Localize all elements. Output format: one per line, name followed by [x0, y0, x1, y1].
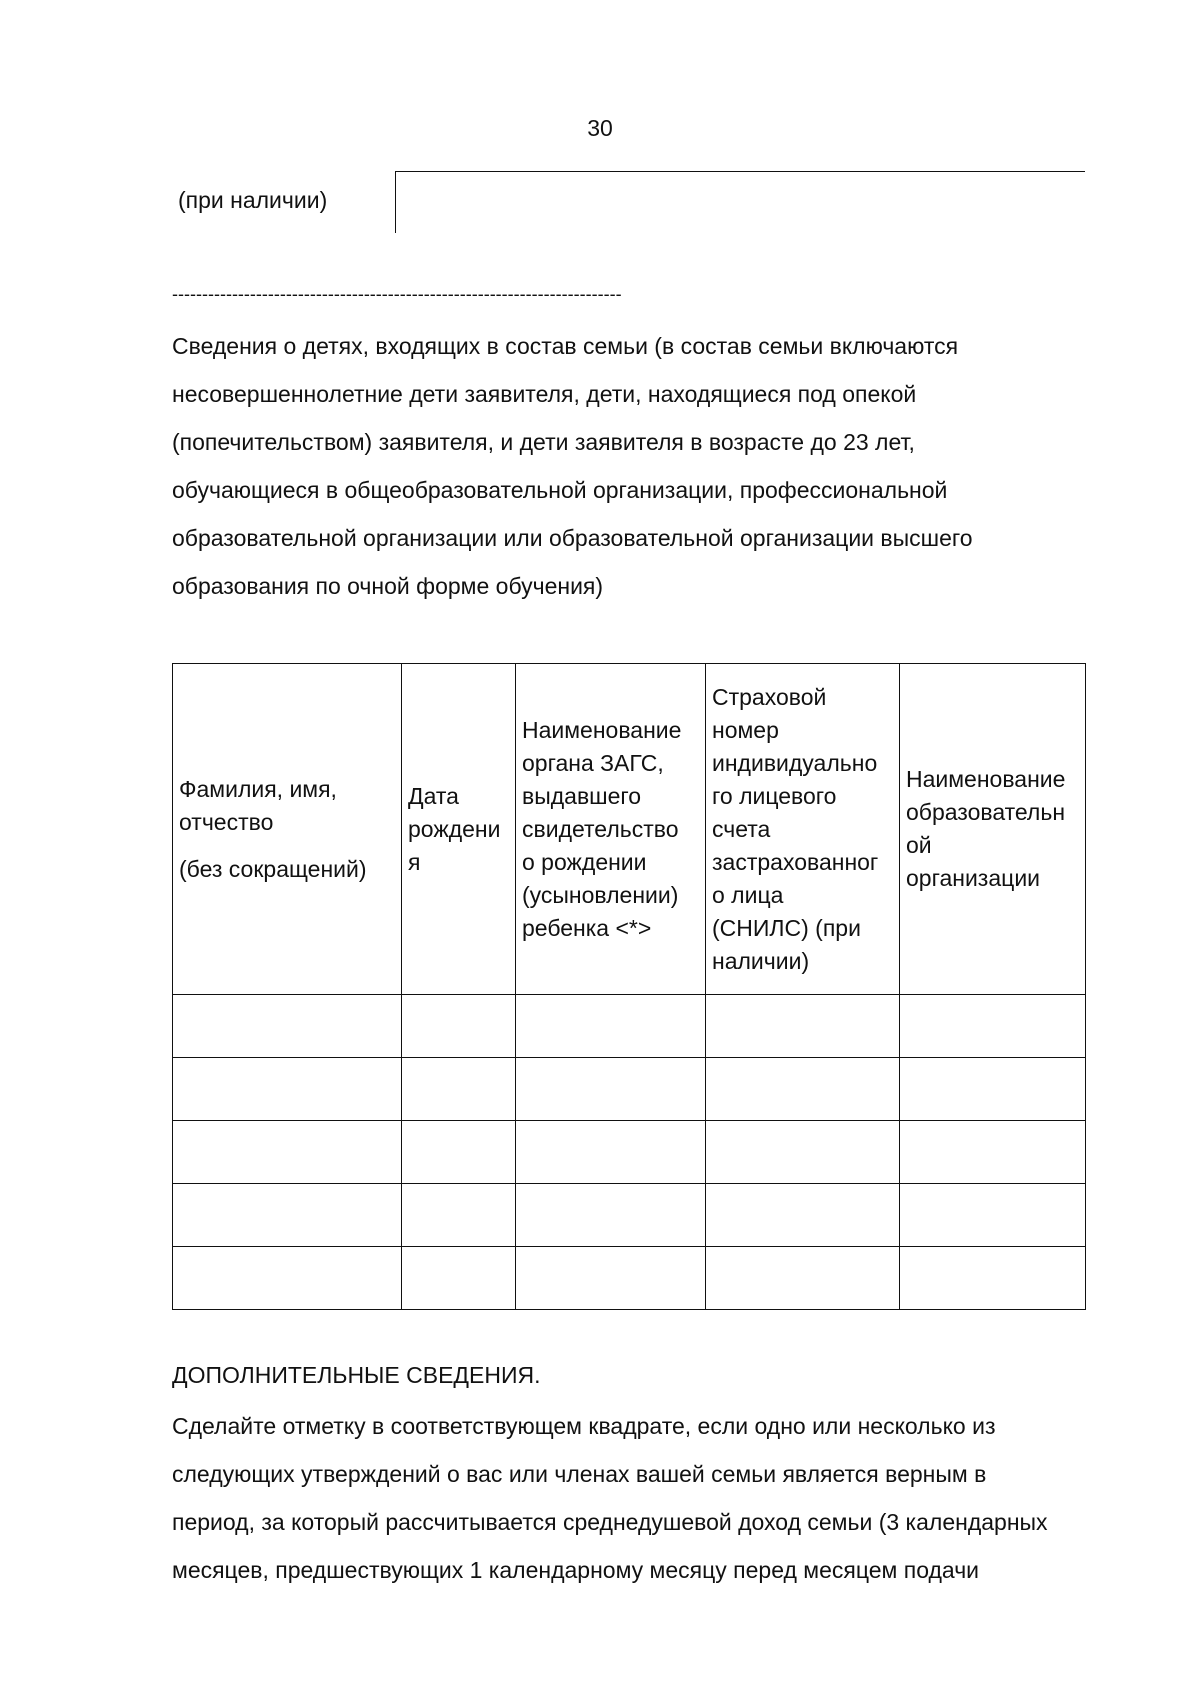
text-line: период, за который рассчитывается среднедушевой доход семьи (3 календарных [172, 1509, 1048, 1535]
table-cell[interactable] [402, 1247, 516, 1310]
header-line: номер [712, 716, 779, 743]
prefix-field-input-box[interactable] [395, 171, 1085, 233]
header-line: счета [712, 815, 771, 842]
prefix-field-label: (при наличии) [178, 187, 328, 213]
table-cell[interactable] [900, 1121, 1086, 1184]
table-cell[interactable] [402, 1121, 516, 1184]
header-line: образовательн [906, 799, 1066, 825]
text-line: несовершеннолетние дети заявителя, дети, находящиеся под опекой [172, 381, 917, 407]
children-table [172, 663, 1086, 1310]
table-cell[interactable] [173, 1247, 402, 1310]
table-row [173, 995, 1086, 1058]
header-line: ребенка <*> [522, 914, 652, 941]
header-line: индивидуально [712, 749, 878, 776]
header-line: ой [906, 832, 932, 858]
header-line: Наименование [522, 716, 682, 743]
table-cell[interactable] [516, 1058, 706, 1121]
table-cell[interactable] [516, 995, 706, 1058]
text-line: образовательной организации или образовательной организации высшего [172, 525, 973, 551]
header-line: выдавшего [522, 782, 642, 809]
table-header-row [173, 664, 1086, 995]
table-cell[interactable] [402, 1184, 516, 1247]
header-education-org [900, 664, 1086, 995]
table-cell[interactable] [516, 1247, 706, 1310]
text-line: образования по очной форме обучения) [172, 573, 604, 599]
text-line: Сведения о детях, входящих в состав семьи (в состав семьи включаются [172, 333, 959, 359]
table-row [173, 1058, 1086, 1121]
text-line: обучающиеся в общеобразовательной организации, профессиональной [172, 477, 948, 503]
header-line: Фамилия, имя, [179, 775, 337, 802]
table-cell[interactable] [706, 995, 900, 1058]
header-registry-office [516, 664, 706, 995]
header-line: отчество [179, 808, 274, 835]
table-cell[interactable] [173, 1058, 402, 1121]
header-line: органа ЗАГС, [522, 749, 664, 776]
table-cell[interactable] [706, 1247, 900, 1310]
table-cell[interactable] [173, 1121, 402, 1184]
table-row [173, 1184, 1086, 1247]
header-full-name [173, 664, 402, 995]
header-line: организации [906, 865, 1041, 891]
additional-info-heading: ДОПОЛНИТЕЛЬНЫЕ СВЕДЕНИЯ. [172, 1362, 541, 1388]
children-intro-paragraph [172, 322, 973, 610]
header-line: (СНИЛС) (при [712, 914, 861, 941]
table-row [173, 1247, 1086, 1310]
header-line: (усыновлении) [522, 881, 679, 908]
text-line: (попечительством) заявителя, и дети заявителя в возрасте до 23 лет, [172, 429, 915, 455]
table-cell[interactable] [516, 1121, 706, 1184]
table-cell[interactable] [900, 1247, 1086, 1310]
header-line: я [408, 848, 421, 875]
header-line: о рождении [522, 848, 647, 875]
table-cell[interactable] [706, 1184, 900, 1247]
additional-info-paragraph [172, 1402, 1048, 1594]
table-cell[interactable] [706, 1058, 900, 1121]
header-line: о лица [712, 881, 784, 908]
header-line: го лицевого [712, 782, 837, 809]
table-cell[interactable] [706, 1121, 900, 1184]
table-cell[interactable] [900, 1184, 1086, 1247]
table-cell[interactable] [402, 1058, 516, 1121]
header-line: наличии) [712, 947, 810, 974]
table-cell[interactable] [900, 995, 1086, 1058]
header-line: Наименование [906, 766, 1066, 792]
page-number: 30 [587, 115, 613, 141]
table-cell[interactable] [516, 1184, 706, 1247]
header-line: застрахованног [712, 848, 879, 875]
header-line: Страховой [712, 683, 827, 710]
header-line: (без сокращений) [179, 855, 367, 882]
header-snils [706, 664, 900, 995]
text-line: Сделайте отметку в соответствующем квадрате, если одно или несколько из [172, 1413, 996, 1439]
table-cell[interactable] [173, 1184, 402, 1247]
header-line: Дата [408, 782, 459, 809]
header-line: свидетельство [522, 815, 679, 842]
text-line: следующих утверждений о вас или членах вашей семьи является верным в [172, 1461, 987, 1487]
table-row [173, 1121, 1086, 1184]
text-line: месяцев, предшествующих 1 календарному месяцу перед месяцем подачи [172, 1557, 980, 1583]
table-cell[interactable] [900, 1058, 1086, 1121]
table-cell[interactable] [402, 995, 516, 1058]
header-birth-date [402, 664, 516, 995]
header-line: рождени [408, 815, 501, 842]
section-separator: --------------------------------------------------------------------------- [172, 284, 622, 304]
table-cell[interactable] [173, 995, 402, 1058]
